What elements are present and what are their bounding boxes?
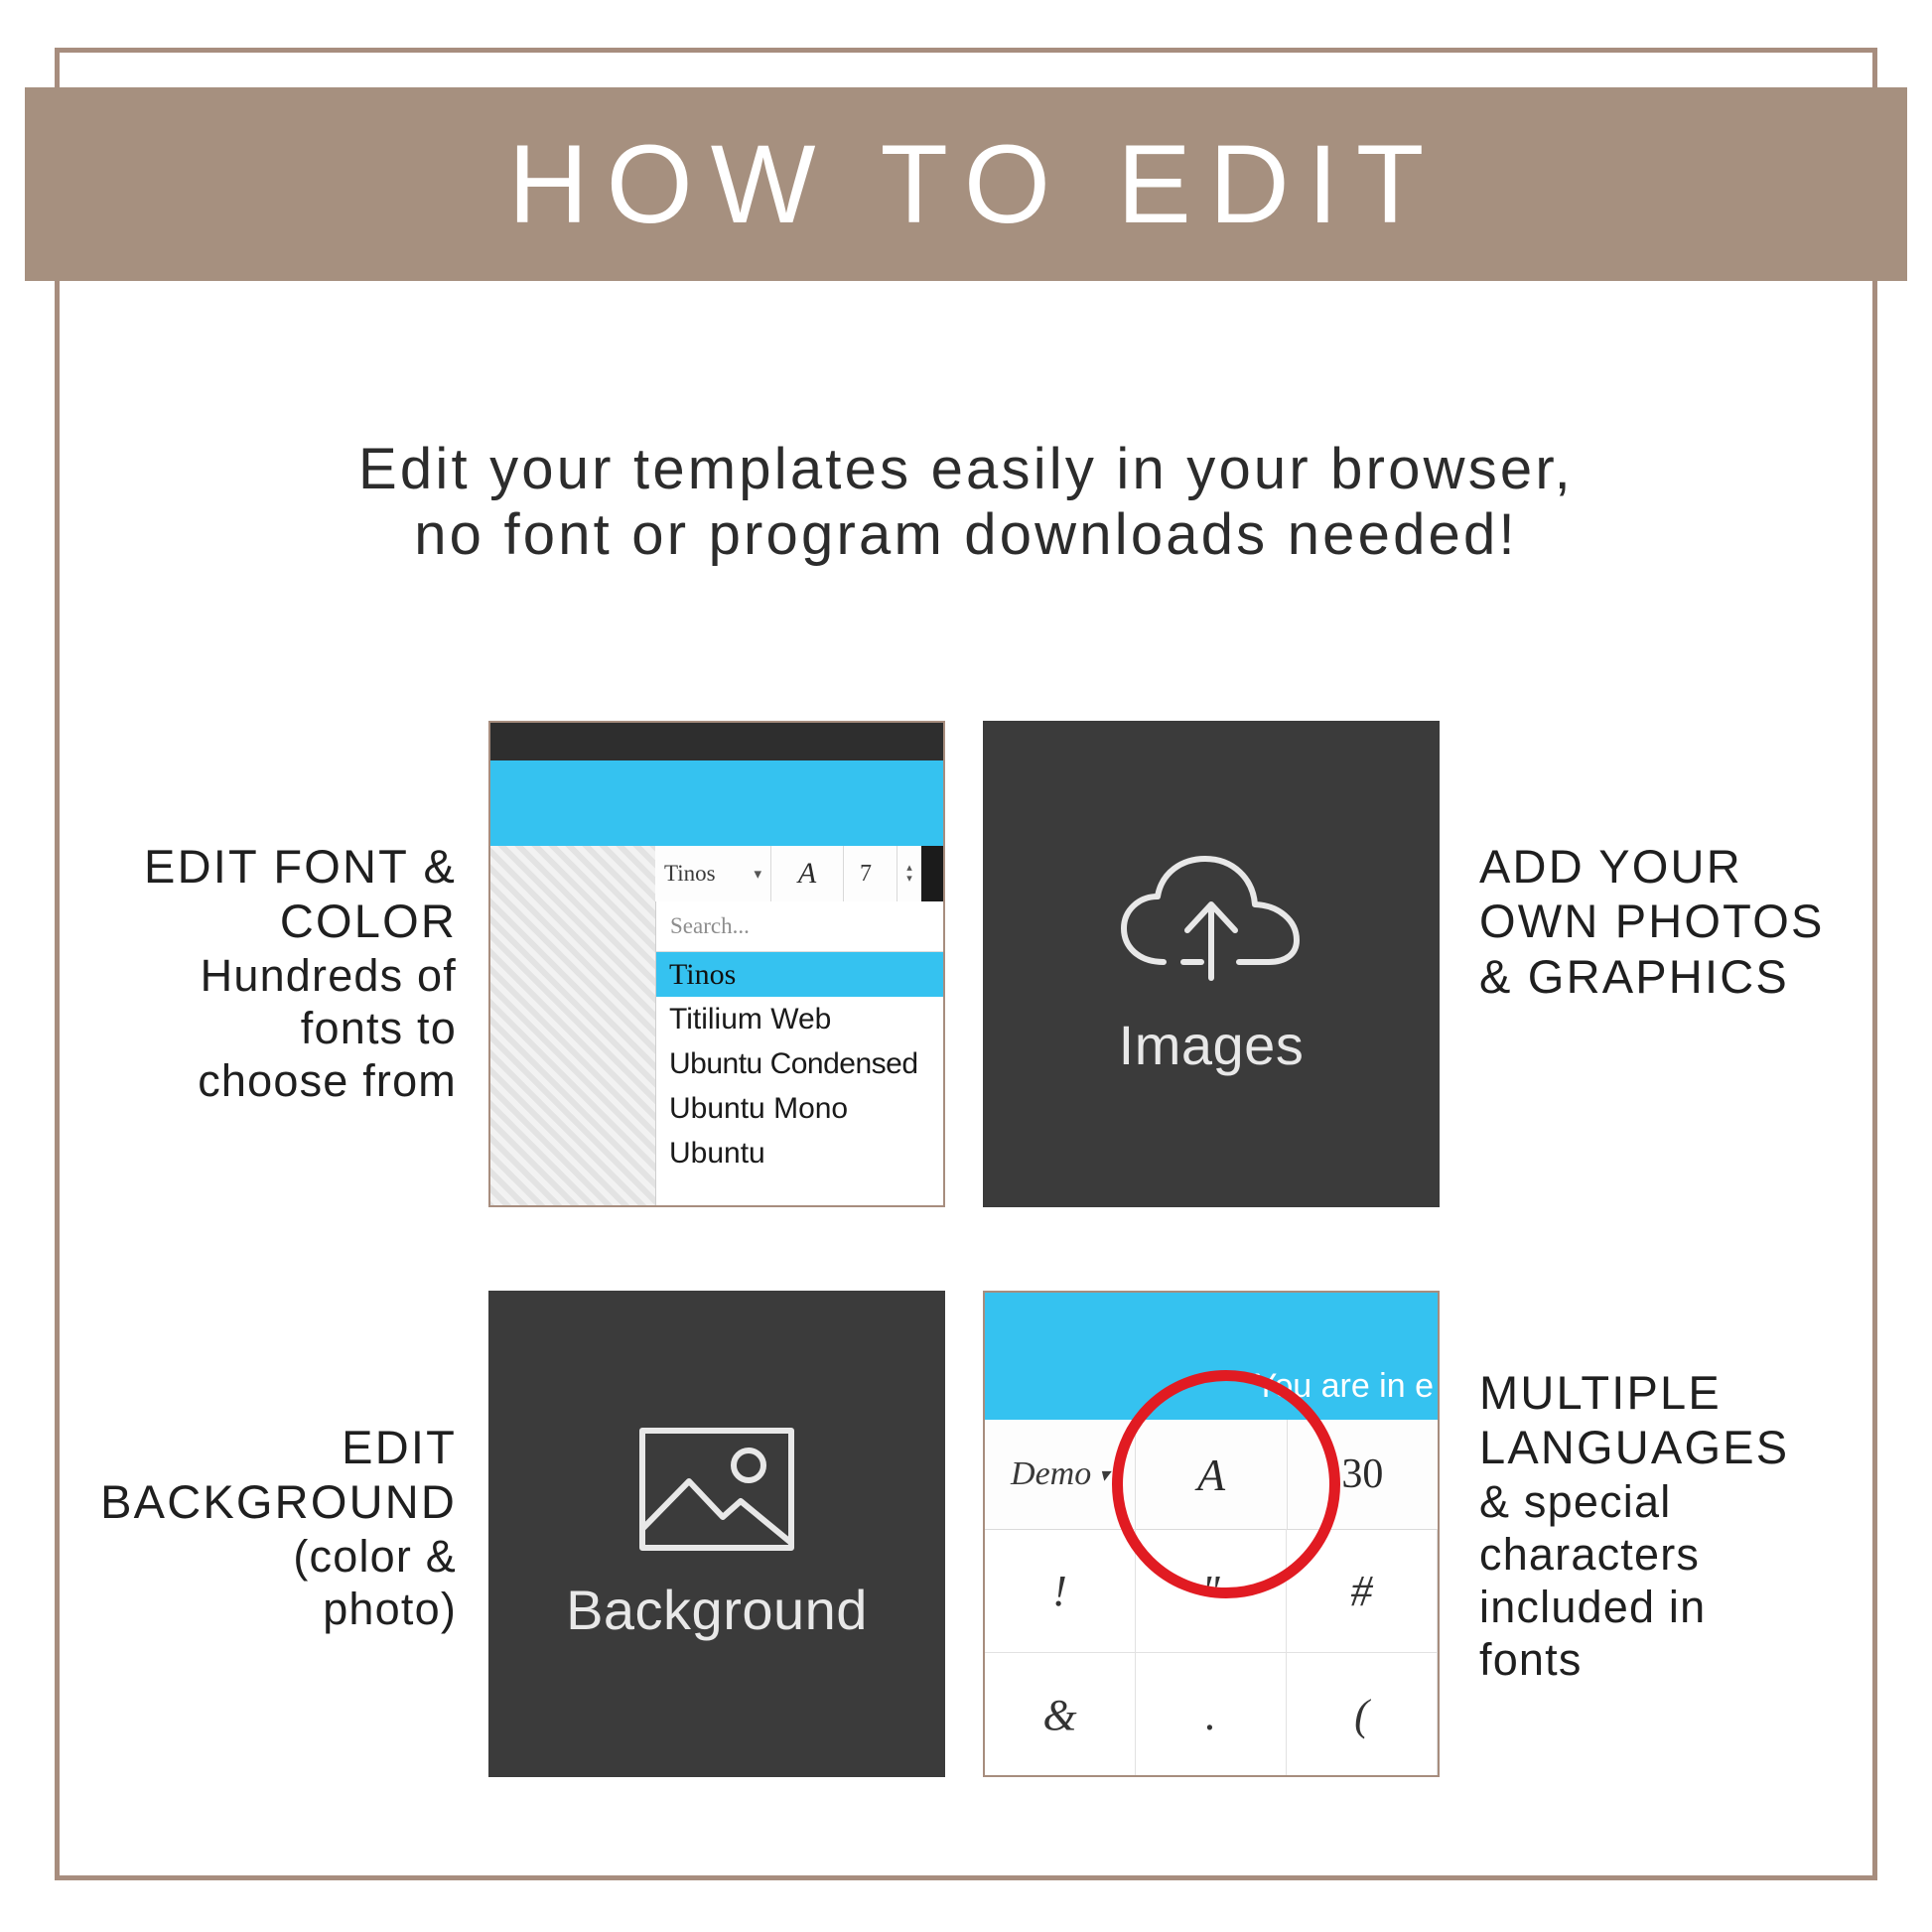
stepper-down-icon: ▾: [906, 873, 912, 885]
font-option-ubuntu-mono[interactable]: Ubuntu Mono: [669, 1091, 849, 1125]
glyph-cell[interactable]: &: [985, 1653, 1136, 1777]
editor-banner: [985, 1293, 1438, 1420]
chars-font-style-icon[interactable]: A: [1136, 1420, 1287, 1529]
chars-font-dropdown[interactable]: [985, 1420, 1136, 1529]
caption-edit-background: [60, 1420, 457, 1635]
caption-edit-background-body2: photo): [323, 1584, 457, 1634]
app-blue-header: [490, 760, 943, 846]
glyph-cell[interactable]: ": [1136, 1529, 1287, 1653]
font-name-dropdown[interactable]: [655, 846, 771, 901]
caption-edit-font-color-body3: choose from: [198, 1055, 457, 1107]
chars-toolbar: [985, 1420, 1438, 1530]
font-option-ubuntu-condensed[interactable]: Ubuntu Condensed: [669, 1046, 918, 1080]
screenshot-images-panel: [983, 721, 1440, 1207]
caption-add-photos-line3: & GRAPHICS: [1479, 949, 1789, 1003]
caption-add-photos: [1479, 839, 1896, 1004]
cloud-upload-icon: [1112, 851, 1311, 995]
text-color-swatch[interactable]: [921, 846, 945, 901]
caption-add-photos-line1: ADD YOUR: [1479, 840, 1742, 893]
caption-edit-font-color-body1: Hundreds of: [200, 949, 457, 1001]
font-option-list: [656, 952, 945, 1175]
caption-edit-font-color-line1: EDIT FONT &: [144, 840, 457, 893]
font-option-titilium-web[interactable]: Titilium Web: [669, 1002, 832, 1035]
caption-edit-font-color-line2: COLOR: [279, 895, 457, 948]
image-placeholder-icon: [637, 1426, 796, 1558]
glyph-cell[interactable]: .: [1136, 1653, 1287, 1777]
caption-multiple-languages-line1: MULTIPLE: [1479, 1366, 1722, 1419]
font-option-tinos[interactable]: Tinos: [656, 952, 945, 997]
chars-font-name: Demo: [1011, 1455, 1092, 1492]
app-topbar: [490, 723, 943, 760]
glyph-cell[interactable]: (: [1287, 1653, 1438, 1777]
font-name-value: Tinos: [664, 861, 716, 886]
font-dropdown-panel: [655, 901, 945, 1207]
subtitle: [119, 437, 1813, 567]
stepper-up-icon: ▴: [906, 862, 912, 874]
font-option-ubuntu[interactable]: Ubuntu: [669, 1136, 765, 1170]
font-style-icon[interactable]: A: [771, 846, 844, 901]
font-size-input[interactable]: 7: [860, 860, 872, 887]
chevron-down-icon: ▾: [754, 866, 761, 883]
subtitle-line-2: no font or program downloads needed!: [414, 501, 1518, 567]
caption-edit-background-line1: EDIT: [342, 1421, 457, 1473]
caption-multiple-languages-body2: characters: [1479, 1529, 1701, 1580]
font-search-input[interactable]: Search...: [656, 901, 945, 952]
caption-multiple-languages-body1: & special: [1479, 1475, 1672, 1527]
caption-multiple-languages-line2: LANGUAGES: [1479, 1421, 1790, 1474]
caption-multiple-languages: [1479, 1365, 1906, 1686]
screenshot-background-panel: [488, 1291, 945, 1777]
caption-edit-background-body1: (color &: [293, 1530, 457, 1582]
images-label: Images: [1118, 1014, 1305, 1076]
title-band: [25, 87, 1907, 281]
caption-add-photos-line2: OWN PHOTOS: [1479, 895, 1825, 948]
glyph-cell[interactable]: !: [985, 1529, 1136, 1653]
screenshot-special-characters: [983, 1291, 1440, 1777]
screenshot-font-picker: [488, 721, 945, 1207]
caption-edit-background-line2: BACKGROUND: [100, 1475, 457, 1529]
caption-edit-font-color-body2: fonts to: [300, 1003, 457, 1053]
page-title: HOW TO EDIT: [507, 122, 1443, 246]
chars-font-size-input[interactable]: 30: [1341, 1451, 1384, 1497]
caption-multiple-languages-body3: included in: [1479, 1582, 1707, 1633]
font-toolbar: [655, 846, 945, 902]
subtitle-line-1: Edit your templates easily in your browser,: [358, 437, 1574, 501]
caption-edit-font-color: [79, 839, 457, 1107]
chevron-down-icon: ▾: [1099, 1463, 1110, 1486]
font-size-stepper[interactable]: [897, 846, 921, 901]
background-label: Background: [566, 1579, 868, 1641]
editor-banner-text: You are in e: [1254, 1367, 1434, 1405]
caption-multiple-languages-body4: fonts: [1479, 1634, 1583, 1686]
glyph-grid: [985, 1529, 1438, 1777]
glyph-cell[interactable]: #: [1287, 1529, 1438, 1653]
